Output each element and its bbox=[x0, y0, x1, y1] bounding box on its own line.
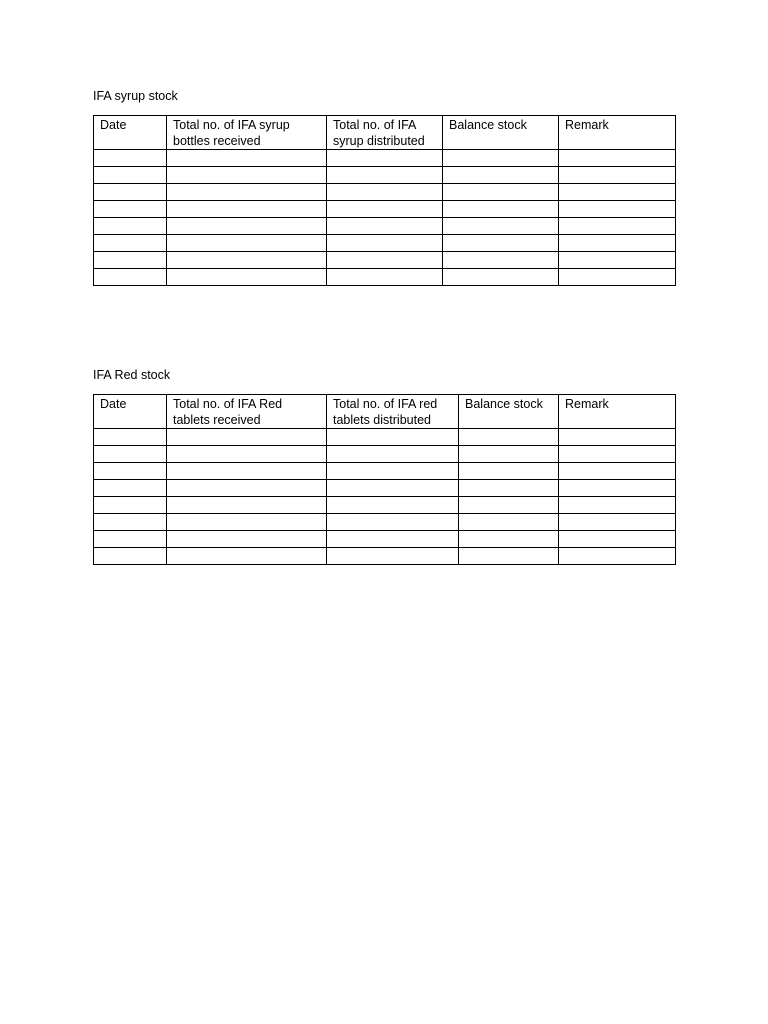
table-row bbox=[94, 184, 676, 201]
table-cell bbox=[167, 429, 327, 446]
table-row bbox=[94, 531, 676, 548]
table-cell bbox=[327, 167, 443, 184]
table-cell bbox=[94, 514, 167, 531]
table-row bbox=[94, 252, 676, 269]
table-cell bbox=[459, 514, 559, 531]
table-cell bbox=[94, 463, 167, 480]
table-cell bbox=[94, 531, 167, 548]
table-cell bbox=[327, 514, 459, 531]
table-cell bbox=[167, 531, 327, 548]
table-cell bbox=[559, 548, 676, 565]
table-cell bbox=[559, 480, 676, 497]
column-header-date: Date bbox=[94, 395, 167, 429]
table-cell bbox=[94, 218, 167, 235]
table-row bbox=[94, 429, 676, 446]
column-header-balance: Balance stock bbox=[459, 395, 559, 429]
table-cell bbox=[167, 252, 327, 269]
table-cell bbox=[94, 201, 167, 218]
column-header-received: Total no. of IFA Red tablets received bbox=[167, 395, 327, 429]
table-row bbox=[94, 218, 676, 235]
table-cell bbox=[327, 429, 459, 446]
table-cell bbox=[443, 269, 559, 286]
table-cell bbox=[167, 463, 327, 480]
table-row bbox=[94, 446, 676, 463]
table-cell bbox=[167, 269, 327, 286]
table-cell bbox=[167, 480, 327, 497]
table-cell bbox=[327, 269, 443, 286]
table-row bbox=[94, 463, 676, 480]
table-cell bbox=[327, 463, 459, 480]
table-cell bbox=[559, 531, 676, 548]
red-table-body bbox=[94, 429, 676, 565]
table-cell bbox=[559, 218, 676, 235]
table-cell bbox=[167, 184, 327, 201]
table-cell bbox=[94, 429, 167, 446]
table-cell bbox=[559, 167, 676, 184]
table-cell bbox=[559, 429, 676, 446]
table-cell bbox=[94, 184, 167, 201]
table-cell bbox=[94, 480, 167, 497]
table-cell bbox=[443, 235, 559, 252]
table-cell bbox=[459, 531, 559, 548]
table-cell bbox=[443, 201, 559, 218]
table-cell bbox=[167, 497, 327, 514]
table-cell bbox=[167, 514, 327, 531]
column-header-date: Date bbox=[94, 116, 167, 150]
table-cell bbox=[559, 269, 676, 286]
table-cell bbox=[167, 167, 327, 184]
table-cell bbox=[327, 235, 443, 252]
column-header-remark: Remark bbox=[559, 116, 676, 150]
table-cell bbox=[559, 184, 676, 201]
table-cell bbox=[443, 167, 559, 184]
table-cell bbox=[94, 150, 167, 167]
table-row bbox=[94, 514, 676, 531]
table-cell bbox=[443, 150, 559, 167]
syrup-table-body bbox=[94, 150, 676, 286]
table-cell bbox=[443, 184, 559, 201]
table-cell bbox=[459, 429, 559, 446]
table-cell bbox=[94, 167, 167, 184]
red-stock-table bbox=[93, 394, 676, 565]
table-cell bbox=[167, 446, 327, 463]
table-row bbox=[94, 235, 676, 252]
table-header-row bbox=[94, 116, 676, 150]
table-cell bbox=[327, 150, 443, 167]
table-cell bbox=[459, 548, 559, 565]
table-cell bbox=[327, 497, 459, 514]
table-row bbox=[94, 167, 676, 184]
table-cell bbox=[443, 252, 559, 269]
table-header-row bbox=[94, 395, 676, 429]
table-cell bbox=[459, 480, 559, 497]
column-header-balance: Balance stock bbox=[443, 116, 559, 150]
table-cell bbox=[94, 269, 167, 286]
table-cell bbox=[459, 497, 559, 514]
column-header-remark: Remark bbox=[559, 395, 676, 429]
table-cell bbox=[559, 446, 676, 463]
table-cell bbox=[559, 514, 676, 531]
table-cell bbox=[327, 548, 459, 565]
table-cell bbox=[459, 463, 559, 480]
table-cell bbox=[559, 150, 676, 167]
table-cell bbox=[327, 201, 443, 218]
table-cell bbox=[559, 201, 676, 218]
table-cell bbox=[327, 531, 459, 548]
table-cell bbox=[327, 480, 459, 497]
table-cell bbox=[94, 235, 167, 252]
table-cell bbox=[327, 252, 443, 269]
table-row bbox=[94, 269, 676, 286]
table-row bbox=[94, 150, 676, 167]
syrup-stock-table bbox=[93, 115, 676, 286]
table-cell bbox=[167, 218, 327, 235]
table-cell bbox=[327, 218, 443, 235]
table-cell bbox=[459, 446, 559, 463]
column-header-received: Total no. of IFA syrup bottles received bbox=[167, 116, 327, 150]
table-cell bbox=[443, 218, 559, 235]
table-cell bbox=[327, 446, 459, 463]
table-cell bbox=[167, 235, 327, 252]
table-cell bbox=[167, 201, 327, 218]
table-row bbox=[94, 548, 676, 565]
column-header-distributed: Total no. of IFA syrup distributed bbox=[327, 116, 443, 150]
section-title-syrup-stock: IFA syrup stock bbox=[93, 89, 178, 103]
table-row bbox=[94, 497, 676, 514]
section-title-red-stock: IFA Red stock bbox=[93, 368, 171, 382]
table-row bbox=[94, 201, 676, 218]
table-row bbox=[94, 480, 676, 497]
table-cell bbox=[559, 497, 676, 514]
table-cell bbox=[94, 548, 167, 565]
table-cell bbox=[167, 150, 327, 167]
table-cell bbox=[94, 252, 167, 269]
table-cell bbox=[94, 446, 167, 463]
column-header-distributed: Total no. of IFA red tablets distributed bbox=[327, 395, 459, 429]
table-cell bbox=[559, 463, 676, 480]
table-cell bbox=[94, 497, 167, 514]
table-cell bbox=[327, 184, 443, 201]
table-cell bbox=[167, 548, 327, 565]
table-cell bbox=[559, 235, 676, 252]
table-cell bbox=[559, 252, 676, 269]
